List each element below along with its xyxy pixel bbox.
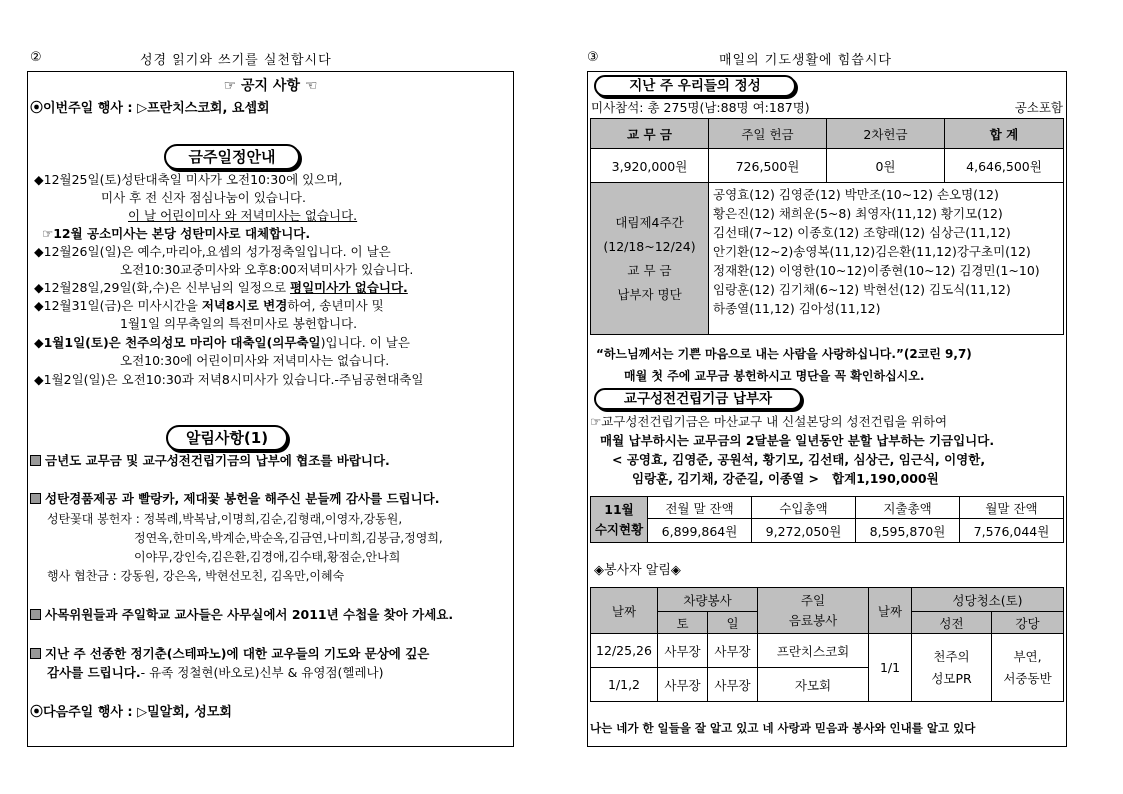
finance-value: 9,272,050원 bbox=[752, 519, 856, 543]
schedule-line: ◆12월25일(토)성탄대축일 미사가 오전10:30에 있으며, bbox=[34, 172, 343, 187]
donor-label: 대림제4주간 (12/18~12/24) 교 무 금 납부자 명단 bbox=[591, 183, 709, 335]
schedule-text: ◆1월1일(토)은 천주의성모 마리아 대축일( bbox=[34, 335, 273, 350]
vol-sat: 사무장 bbox=[658, 668, 708, 702]
announce-item: 사목위원들과 주일학교 교사들은 사무실에서 2011년 수첩을 찾아 가세요. bbox=[30, 606, 453, 624]
finance-table bbox=[590, 496, 1064, 543]
vol-sun: 사무장 bbox=[708, 668, 758, 702]
vol-header-sun: 일 bbox=[708, 612, 758, 634]
square-bullet-icon bbox=[30, 648, 41, 659]
finance-header: 월말 잔액 bbox=[960, 497, 1064, 519]
finance-value: 6,899,864원 bbox=[648, 519, 752, 543]
offering-value: 0원 bbox=[827, 149, 945, 183]
schedule-line bbox=[34, 297, 384, 315]
schedule-line: ☞12월 공소미사는 본당 성탄미사로 대체합니다. bbox=[42, 226, 311, 241]
offering-header: 교 무 금 bbox=[591, 119, 709, 149]
schedule-line: ◆1월2일(일)은 오전10:30과 저녁8시미사가 있습니다.-주님공현대축일 bbox=[34, 372, 424, 387]
finance-label: 11월 수지현황 bbox=[591, 497, 648, 543]
vol-header-clean: 성당청소(토) bbox=[912, 588, 1064, 612]
vol-header-sanctuary: 성전 bbox=[912, 612, 992, 634]
notice-title: ☞ 공지 사항 ☜ bbox=[223, 78, 318, 94]
fund-title: 교구성전건립기금 납부자 bbox=[594, 388, 802, 410]
offering-title: 지난 주 우리들의 정성 bbox=[594, 75, 796, 97]
finance-value: 8,595,870원 bbox=[856, 519, 960, 543]
fund-line: < 공영효, 김영준, 공원석, 황기모, 김선태, 심상근, 임근식, 이영한, bbox=[612, 452, 986, 467]
footer-verse: 나는 네가 한 일들을 잘 알고 있고 네 사랑과 믿음과 봉사와 인내를 알고 있다 bbox=[590, 721, 976, 735]
vol-date: 1/1,2 bbox=[591, 668, 658, 702]
bible-verse: “하느님께서는 기쁜 마음으로 내는 사람을 사랑하십니다.”(2코린 9,7) bbox=[596, 347, 972, 361]
fund-line: ☞교구성전건립기금은 마산교구 내 신설본당의 성전건립을 위하여 bbox=[590, 414, 948, 429]
schedule-line: 이 날 어린이미사 와 저녁미사는 없습니다. bbox=[128, 208, 358, 223]
offering-header: 주일 헌금 bbox=[709, 119, 827, 149]
vol-header-date2: 날짜 bbox=[869, 588, 912, 634]
schedule-text: )입니다. 이 날은 bbox=[320, 335, 410, 350]
vol-date2: 1/1 bbox=[869, 634, 912, 702]
fund-line: 임랑훈, 김기채, 강준길, 이종열 > 합계1,190,000원 bbox=[632, 471, 939, 486]
square-bullet-icon bbox=[30, 609, 41, 620]
vol-date: 12/25,26 bbox=[591, 634, 658, 668]
announce-title: 알림사항(1) bbox=[166, 425, 288, 451]
offering-value: 3,920,000원 bbox=[591, 149, 709, 183]
schedule-text: ◆12월28일,29일(화,수)은 신부님의 일정으로 bbox=[34, 280, 291, 295]
vol-header-car: 차량봉사 bbox=[658, 588, 758, 612]
announce-line: 정연옥,한미옥,박계순,박순옥,김금연,나미희,김봉금,정영희, bbox=[134, 531, 443, 545]
schedule-line: 1월1일 의무축일의 특전미사로 봉헌합니다. bbox=[120, 316, 358, 331]
schedule-emphasis: 평일미사가 없습니다. bbox=[290, 280, 408, 295]
square-bullet-icon bbox=[30, 493, 41, 504]
vol-drink: 프란치스코회 bbox=[758, 634, 869, 668]
left-page-number: ② bbox=[30, 50, 42, 65]
offering-value: 4,646,500원 bbox=[945, 149, 1064, 183]
announce-item: 금년도 교무금 및 교구성전건립기금의 납부에 협조를 바랍니다. bbox=[30, 452, 390, 470]
vol-clean-hall: 부연, 서중동반 bbox=[992, 634, 1064, 702]
offering-value: 726,500원 bbox=[709, 149, 827, 183]
this-week-events: ⦿이번주일 행사 : ▷프란치스코회, 요셉회 bbox=[30, 101, 270, 116]
fund-total: 합계1,190,000원 bbox=[832, 471, 939, 486]
next-week-events: ⦿다음주일 행사 : ▷밀알회, 성모회 bbox=[30, 705, 232, 720]
vol-header-hall: 강당 bbox=[992, 612, 1064, 634]
announce-line: 성탄꽃대 봉헌자 : 정복례,박복남,이명희,김순,김형래,이영자,강동원, bbox=[47, 512, 403, 526]
schedule-line bbox=[34, 279, 408, 297]
verse-note: 매월 첫 주에 교무금 봉헌하시고 명단을 꼭 확인하십시오. bbox=[624, 369, 925, 383]
vol-header-drink: 주일 음료봉사 bbox=[758, 588, 869, 634]
vol-header-sat: 토 bbox=[658, 612, 708, 634]
schedule-line: 오전10:30교중미사와 오후8:00저녁미사가 있습니다. bbox=[120, 262, 414, 277]
left-page-header: 성경 읽기와 쓰기를 실천합시다 bbox=[140, 53, 332, 68]
schedule-emphasis: 저녁8시로 변경 bbox=[201, 298, 288, 313]
finance-value: 7,576,044원 bbox=[960, 519, 1064, 543]
vol-drink: 자모회 bbox=[758, 668, 869, 702]
schedule-text: ◆12월31일(금)은 미사시간을 bbox=[34, 298, 202, 313]
right-page-header: 매일의 기도생활에 힘씁시다 bbox=[719, 53, 892, 68]
schedule-emphasis: 의무축일 bbox=[272, 335, 321, 350]
schedule-line: 오전10:30에 어린이미사와 저녁미사는 없습니다. bbox=[120, 353, 390, 368]
schedule-line: ◆12월26일(일)은 예수,마리아,요셉의 성가정축일입니다. 이 날은 bbox=[34, 244, 391, 259]
schedule-line bbox=[34, 334, 410, 352]
schedule-text: 하여, 송년미사 및 bbox=[287, 298, 384, 313]
vol-sat: 사무장 bbox=[658, 634, 708, 668]
announce-item: 지난 주 선종한 정기춘(스테파노)에 대한 교우들의 기도와 문상에 깊은 bbox=[30, 645, 429, 663]
announce-line: 감사를 드립니다.- 유족 정철현(바오로)신부 & 유영점(헬레나) bbox=[47, 665, 384, 680]
schedule-title: 금주일정안내 bbox=[164, 144, 300, 170]
left-panel bbox=[27, 71, 514, 747]
finance-header: 수입총액 bbox=[752, 497, 856, 519]
vol-header-date: 날짜 bbox=[591, 588, 658, 634]
finance-header: 전월 말 잔액 bbox=[648, 497, 752, 519]
right-panel bbox=[587, 71, 1067, 747]
volunteer-title: ◈봉사자 알림◈ bbox=[594, 563, 681, 578]
offering-header: 합 계 bbox=[945, 119, 1064, 149]
announce-line: 이야무,강인숙,김은환,김경애,김수태,황점순,안나희 bbox=[134, 550, 401, 564]
right-page-number: ③ bbox=[587, 50, 599, 65]
announce-item: 성탄경품제공 과 빨랑카, 제대꽃 봉헌을 해주신 분들께 감사를 드립니다. bbox=[30, 490, 440, 508]
vol-sun: 사무장 bbox=[708, 634, 758, 668]
attendance-note: 공소포함 bbox=[1014, 100, 1063, 115]
offering-table bbox=[590, 118, 1064, 335]
announce-line: 행사 협찬금 : 강동원, 강은옥, 박현선모친, 김옥만,이혜숙 bbox=[47, 569, 345, 583]
square-bullet-icon bbox=[30, 455, 41, 466]
donor-list: 공영효(12) 김영준(12) 박만조(10~12) 손오명(12) 황은진(12) 채희운(5~8) 최영자(11,12) 황기모(12) 김선태(7~12) 이종호(12) 조향래(12) 심상근(11,12) 안기환(12~2)송영복(11,12)김은환(11,12)강구초미(12) 정재환(12) 이영한(10~12)이종현(10~12) 김경민(1~10) 임랑훈(12) 김기채(6~12) 박현선(12) 김도식(11,12) 하종열(11,12) 김아성(11,12) bbox=[709, 183, 1064, 335]
schedule-line: 미사 후 전 신자 점심나눔이 있습니다. bbox=[101, 190, 306, 205]
volunteer-table bbox=[590, 587, 1064, 702]
vol-clean-sanctuary: 천주의 성모PR bbox=[912, 634, 992, 702]
fund-line: 매월 납부하시는 교무금의 2달분을 일년동안 분할 납부하는 기금입니다. bbox=[600, 433, 995, 448]
offering-header: 2차헌금 bbox=[827, 119, 945, 149]
finance-header: 지출총액 bbox=[856, 497, 960, 519]
attendance: 미사참석: 총 275명(남:88명 여:187명) bbox=[591, 100, 810, 115]
